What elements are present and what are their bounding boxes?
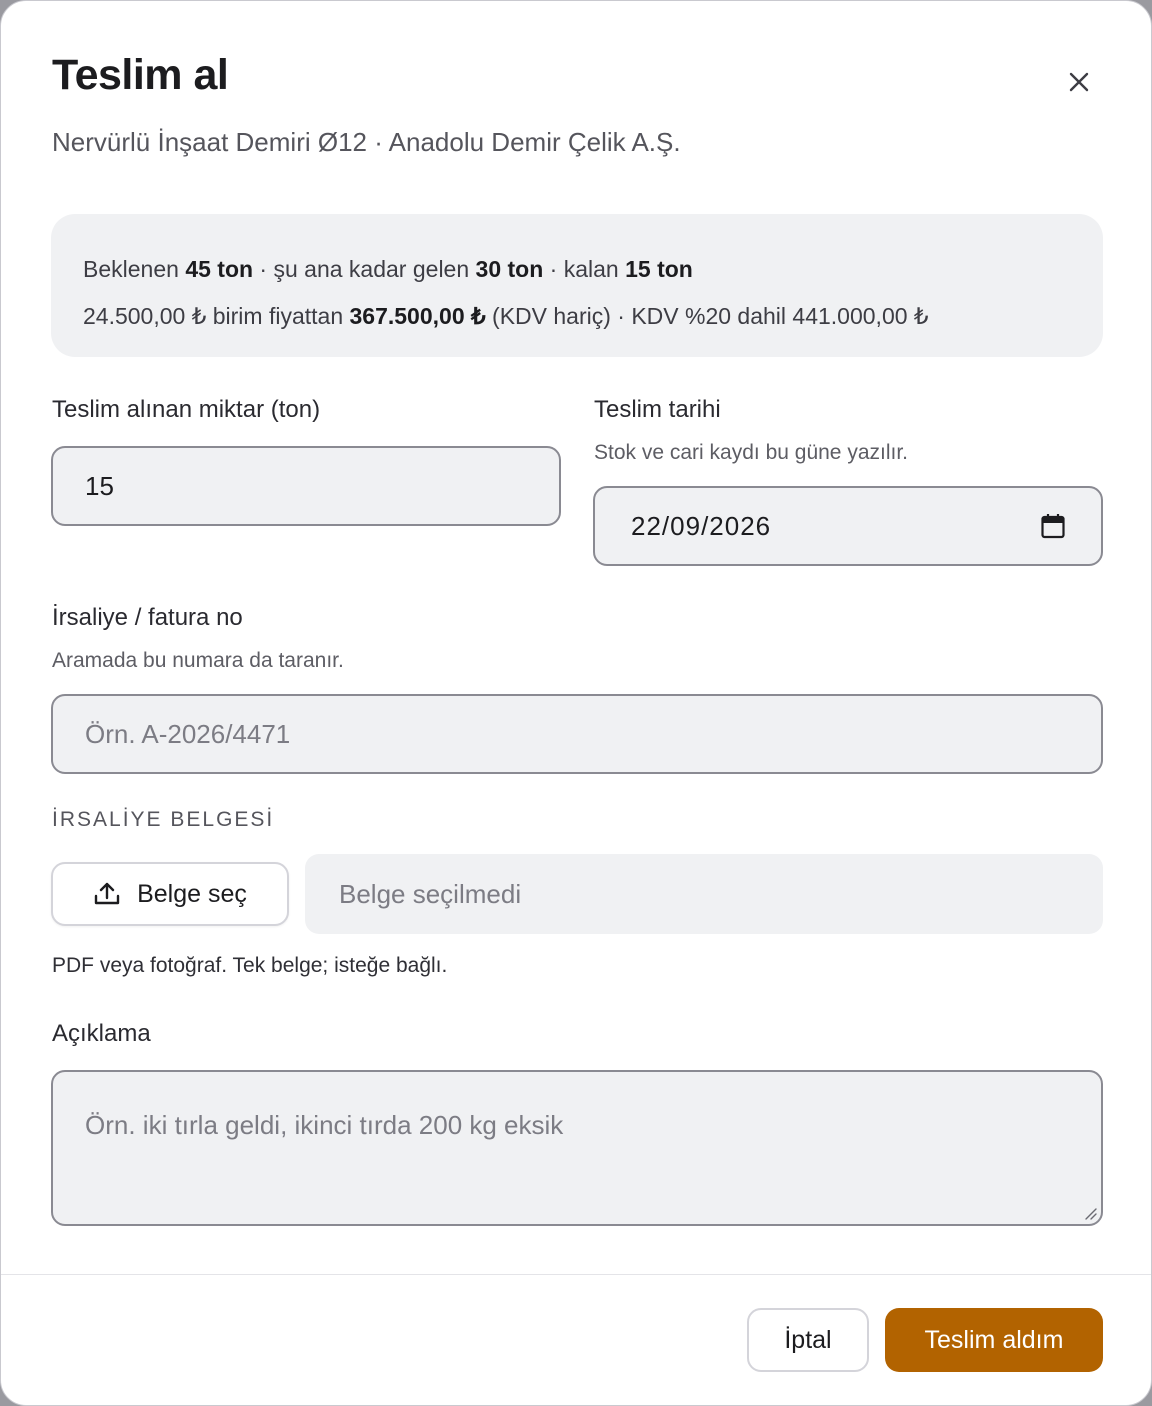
upload-icon	[93, 881, 121, 907]
vat-text: (KDV hariç) · KDV %20 dahil 441.000,00 ₺	[492, 303, 929, 329]
confirm-delivery-label: Teslim aldım	[924, 1325, 1064, 1354]
dialog-subtitle: Nervürlü İnşaat Demiri Ø12 · Anadolu Demir Çelik A.Ş.	[52, 127, 681, 157]
document-hint: PDF veya fotoğraf. Tek belge; isteğe bağlı.	[52, 954, 448, 977]
delivery-summary	[51, 214, 1103, 357]
cancel-label: İptal	[784, 1325, 832, 1354]
invoice-label: İrsaliye / fatura no	[52, 604, 243, 631]
remaining-label: · kalan	[543, 256, 626, 282]
received-value: 30 ton	[475, 256, 544, 282]
date-hint: Stok ve cari kaydı bu güne yazılır.	[594, 441, 908, 464]
summary-pricing	[83, 293, 1071, 340]
date-label: Teslim tarihi	[594, 396, 721, 423]
quantity-value: 15	[85, 470, 114, 501]
quantity-input[interactable]	[51, 446, 561, 526]
confirm-delivery-button[interactable]	[885, 1308, 1103, 1372]
choose-document-label: Belge seç	[137, 879, 247, 908]
expected-value: 45 ton	[185, 256, 254, 282]
footer-divider	[1, 1274, 1151, 1275]
no-file-text: Belge seçilmedi	[339, 878, 522, 909]
cancel-button[interactable]	[747, 1308, 869, 1372]
close-icon	[1068, 71, 1090, 93]
summary-quantities	[83, 246, 1071, 293]
expected-label: Beklenen	[83, 256, 179, 282]
remaining-value: 15 ton	[625, 256, 693, 282]
description-placeholder: Örn. iki tırla geldi, ikinci tırda 200 kg eksik	[85, 1110, 564, 1140]
resize-grip-icon[interactable]	[1081, 1204, 1097, 1220]
selected-file-display	[305, 854, 1103, 934]
document-section-title: İRSALİYE BELGESİ	[52, 808, 275, 831]
quantity-label: Teslim alınan miktar (ton)	[52, 396, 321, 423]
invoice-hint: Aramada bu numara da taranır.	[52, 649, 344, 672]
invoice-placeholder: Örn. A-2026/4471	[85, 718, 291, 749]
date-value: 22/09/2026	[631, 510, 772, 541]
description-label: Açıklama	[52, 1020, 151, 1047]
choose-document-button[interactable]	[51, 862, 289, 926]
dialog-title: Teslim al	[52, 51, 229, 99]
unit-price-text: 24.500,00 ₺ birim fiyattan	[83, 303, 344, 329]
invoice-input[interactable]	[51, 694, 1103, 774]
date-input[interactable]	[593, 486, 1103, 566]
description-textarea[interactable]	[51, 1070, 1103, 1226]
close-button[interactable]	[1059, 62, 1099, 102]
received-label: · şu ana kadar gelen	[253, 256, 476, 282]
calendar-icon[interactable]	[1041, 513, 1065, 539]
total-value: 367.500,00 ₺	[349, 303, 486, 329]
